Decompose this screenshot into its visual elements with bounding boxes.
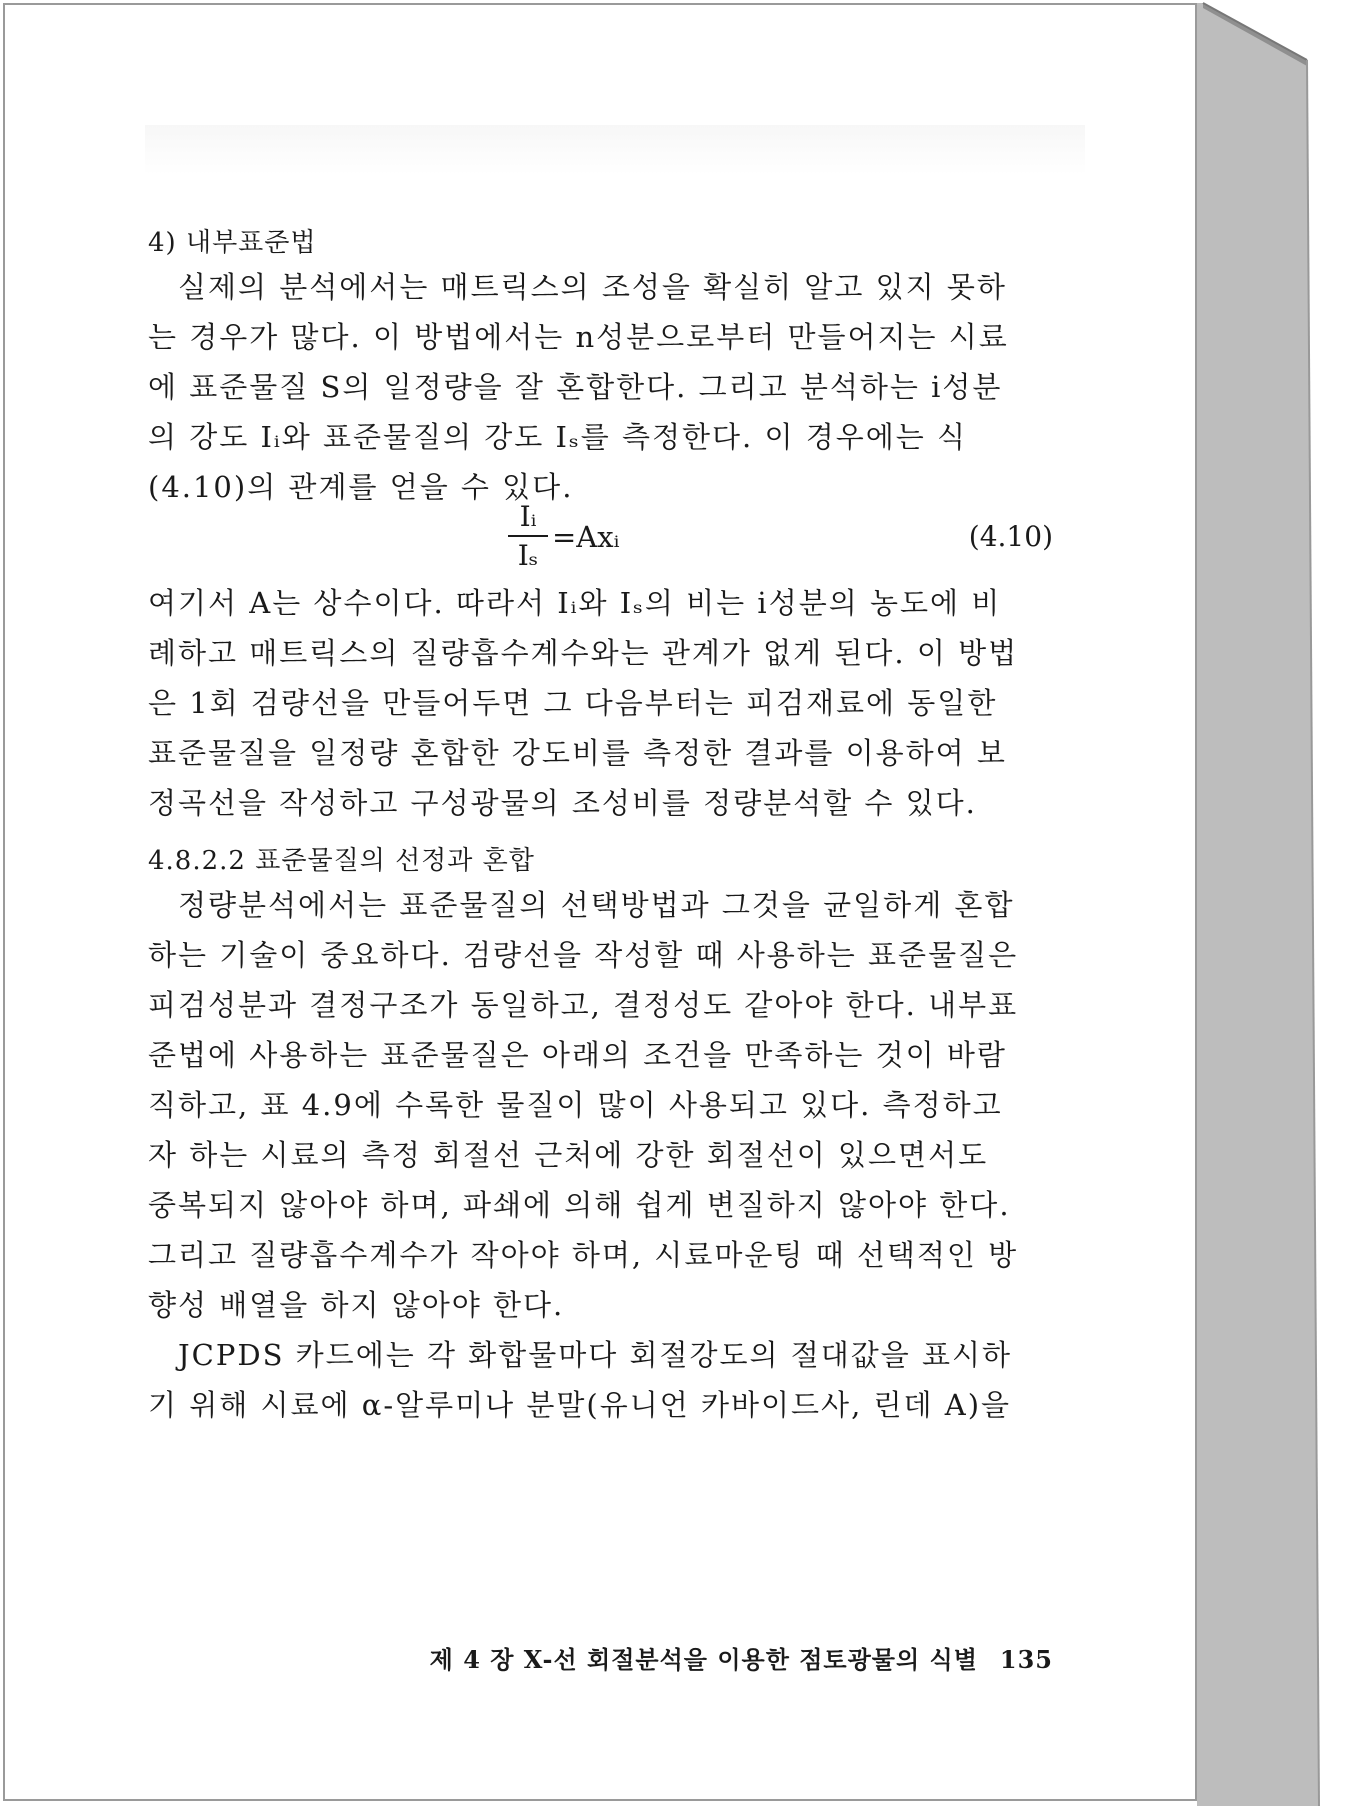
paragraph-4 <box>148 1330 1053 1430</box>
para4-line: JCPDS 카드에는 각 화합물마다 회절강도의 절대값을 표시하 <box>178 1338 1013 1372</box>
para2-line: 여기서 A는 상수이다. 따라서 Iᵢ와 Iₛ의 비는 i성분의 농도에 비 <box>148 586 1002 620</box>
para3-line: 피검성분과 결정구조가 동일하고, 결정성도 같아야 한다. 내부표 <box>148 988 1019 1022</box>
para1-line: 의 강도 Iᵢ와 표준물질의 강도 Iₛ를 측정한다. 이 경우에는 식 <box>148 420 968 454</box>
para1-line: 에 표준물질 S의 일정량을 잘 혼합한다. 그리고 분석하는 i성분 <box>148 370 1003 404</box>
equation-fraction <box>508 500 548 572</box>
para1-line: 실제의 분석에서는 매트릭스의 조성을 확실히 알고 있지 못하 <box>178 270 1007 304</box>
para1-line: (4.10)의 관계를 얻을 수 있다. <box>148 470 574 504</box>
equation-denominator: Iₛ <box>517 539 539 572</box>
paragraph-2 <box>148 578 1053 828</box>
subsection-heading: 4.8.2.2 표준물질의 선정과 혼합 <box>148 846 535 876</box>
equation-rhs: =Axᵢ <box>552 520 620 554</box>
paragraph-1 <box>148 262 1053 512</box>
para3-line: 중복되지 않아야 하며, 파쇄에 의해 쉽게 변질하지 않아야 한다. <box>148 1188 1011 1222</box>
para3-line: 향성 배열을 하지 않아야 한다. <box>148 1288 565 1322</box>
para3-line: 그리고 질량흡수계수가 작아야 하며, 시료마운팅 때 선택적인 방 <box>148 1238 1019 1272</box>
para3-line: 직하고, 표 4.9에 수록한 물질이 많이 사용되고 있다. 측정하고 <box>148 1088 1003 1122</box>
para2-line: 례하고 매트릭스의 질량흡수계수와는 관계가 없게 된다. 이 방법 <box>148 636 1019 670</box>
para2-line: 은 1회 검량선을 만들어두면 그 다음부터는 피검재료에 동일한 <box>148 686 998 720</box>
book-page-edge <box>1197 0 1321 1806</box>
equation-number: (4.10) <box>968 520 1053 553</box>
section-heading: 4) 내부표준법 <box>148 228 317 258</box>
running-footer <box>148 1640 1053 1675</box>
para2-line: 표준물질을 일정량 혼합한 강도비를 측정한 결과를 이용하여 보 <box>148 736 1007 770</box>
para3-line: 정량분석에서는 표준물질의 선택방법과 그것을 균일하게 혼합 <box>178 888 1015 922</box>
para4-line: 기 위해 시료에 α-알루미나 분말(유니언 카바이드사, 린데 A)을 <box>148 1388 1012 1422</box>
para3-line: 준법에 사용하는 표준물질은 아래의 조건을 만족하는 것이 바람 <box>148 1038 1007 1072</box>
para2-line: 정곡선을 작성하고 구성광물의 조성비를 정량분석할 수 있다. <box>148 786 977 820</box>
para3-line: 하는 기술이 중요하다. 검량선을 작성할 때 사용하는 표준물질은 <box>148 938 1019 972</box>
page-number: 135 <box>999 1645 1053 1674</box>
footer-chapter-title: 제 4 장 X-선 회절분석을 이용한 점토광물의 식별 <box>429 1645 978 1674</box>
para3-line: 자 하는 시료의 측정 회절선 근처에 강한 회절선이 있으면서도 <box>148 1138 989 1172</box>
paragraph-3 <box>148 880 1053 1330</box>
para1-line: 는 경우가 많다. 이 방법에서는 n성분으로부터 만들어지는 시료 <box>148 320 1009 354</box>
equation-numerator: Iᵢ <box>508 500 548 537</box>
scan-shade <box>145 125 1085 175</box>
equation-4-10 <box>148 500 1053 580</box>
